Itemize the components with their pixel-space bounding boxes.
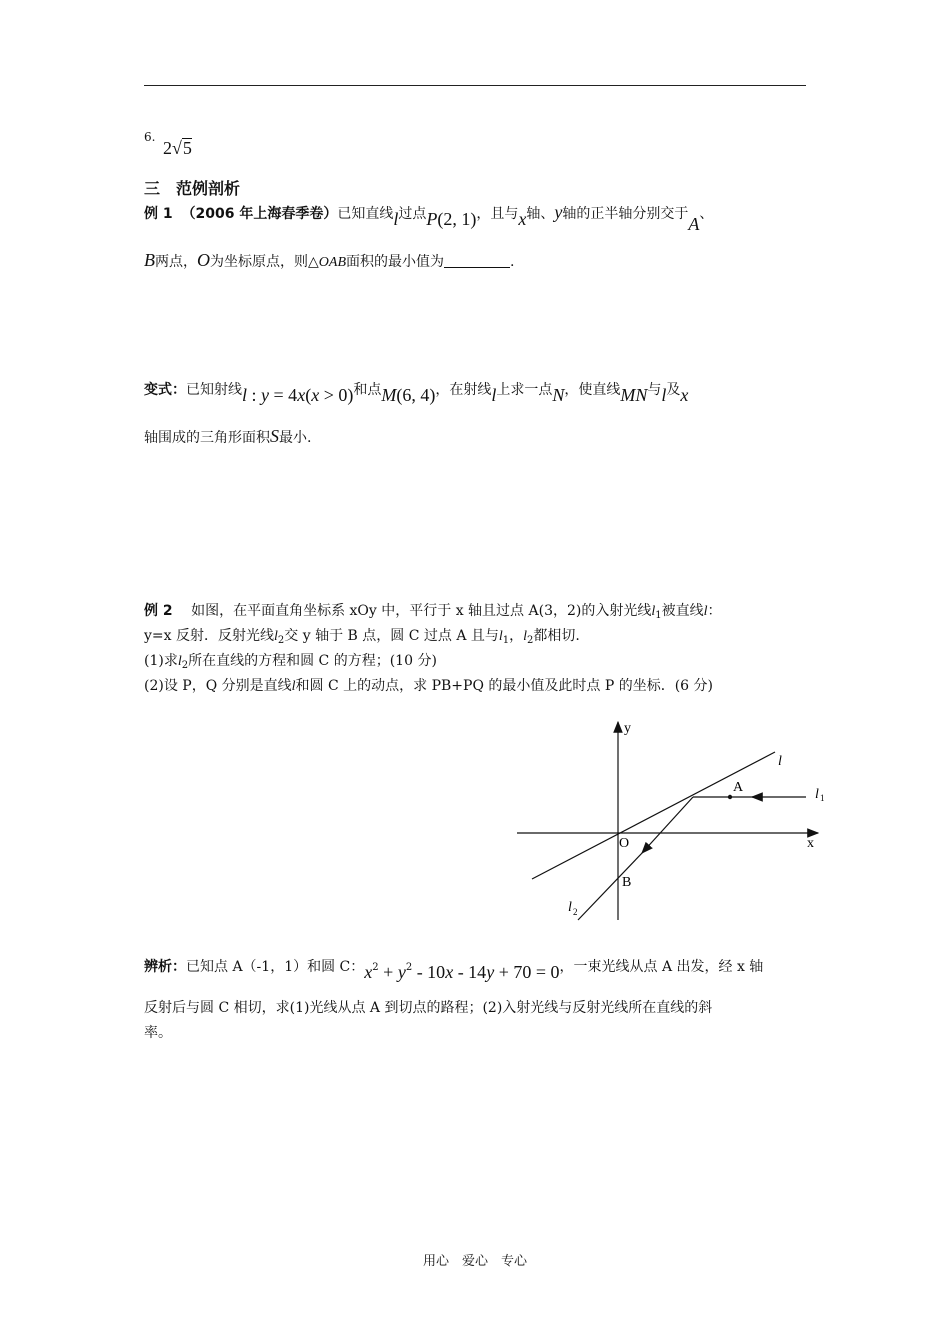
example2-text: (1)求: [144, 653, 178, 669]
variant-text: 和点: [353, 382, 382, 398]
math-subscript: 2: [527, 635, 534, 646]
line-l-label: l: [778, 754, 782, 769]
math-l: l: [491, 385, 497, 405]
example2-text: 和圆 C 上的动点，求 PB+PQ 的最小值及此时点 P 的坐标．(6 分): [295, 678, 713, 694]
variant-text: 最小.: [279, 430, 312, 446]
line-l1-label: l: [815, 787, 819, 802]
math-B: B: [144, 250, 155, 270]
math-l1: l: [498, 629, 503, 644]
example2-text: 如图，在平面直角坐标系 xOy 中，平行于 x 轴且过点 A(3，2)的入射光线: [172, 603, 652, 619]
math-M-coord: (6, 4): [396, 385, 436, 405]
example1-text: 轴的正半轴分别交于: [562, 206, 689, 222]
math-y: y: [486, 962, 495, 982]
example1-text: ，且与: [476, 206, 519, 222]
example1-text: 已知直线: [337, 206, 394, 222]
variant-text: 与: [647, 382, 662, 398]
variant-text: 及: [666, 382, 681, 398]
answer-root: 5: [182, 138, 192, 158]
math-l: l: [393, 209, 399, 229]
variant-text: 已知射线: [186, 382, 242, 398]
math-subscript: 2: [277, 635, 285, 646]
math-l1: l: [651, 604, 656, 619]
math-y: y: [261, 385, 270, 405]
variant-text: ，在射线: [435, 382, 492, 398]
example2-text: 所在直线的方程和圆 C 的方程；(10 分): [188, 653, 437, 669]
math-OAB: OAB: [318, 255, 346, 270]
math-y: y: [554, 202, 563, 222]
variant-line2: [144, 426, 311, 448]
math-x: x: [518, 209, 527, 229]
math-subscript: 1: [502, 635, 510, 646]
example1-text: 轴、: [526, 206, 555, 222]
math-colon: :: [247, 385, 262, 405]
math-x: x: [297, 385, 306, 405]
answer-coef: 2: [163, 138, 172, 158]
analysis-line1: [144, 951, 764, 982]
example2-text: 被直线: [661, 603, 704, 619]
example1-text: 、: [699, 206, 714, 222]
example1-text: 过点: [398, 206, 427, 222]
math-l: l: [661, 385, 667, 405]
example1-label: 例 1: [144, 206, 173, 222]
example1-text: 两点，: [155, 254, 197, 270]
math-P: P: [426, 209, 438, 229]
example1-line2: [144, 250, 514, 273]
origin-label: O: [619, 836, 630, 851]
math-x: x: [680, 385, 689, 405]
math-l: l: [242, 385, 248, 405]
math-A: A: [688, 214, 700, 234]
math-gt: > 0): [319, 385, 354, 405]
math-eq: = 4: [269, 385, 298, 405]
answer-value: 2√5: [163, 138, 192, 158]
line-l2-label: l: [568, 900, 572, 915]
reflected-ray-arrow: [642, 797, 693, 853]
math-M: M: [381, 385, 397, 405]
section-title: 三 范例剖析: [144, 179, 241, 198]
header-rule: [144, 85, 806, 86]
math-paren: (: [305, 385, 312, 405]
page-footer: 用心 爱心 专心: [422, 1254, 527, 1269]
line-l: [532, 752, 775, 879]
example1-line1: [144, 202, 714, 234]
analysis-text: 已知点 A（-1，1）和圆 C：: [186, 959, 365, 975]
analysis-line3: 率。: [144, 1025, 172, 1041]
example2-text: 都相切.: [533, 628, 580, 644]
math-term: - 10: [412, 962, 446, 982]
variant-label: 变式：: [144, 382, 186, 398]
math-l2: l: [274, 629, 278, 644]
math-l: l: [291, 679, 296, 694]
math-l2: l: [523, 629, 528, 644]
math-l: l: [703, 604, 708, 619]
math-MN: MN: [620, 385, 648, 405]
example2-q1: [144, 651, 437, 676]
variant-text: 上求一点: [496, 382, 553, 398]
variant-text: ，使直线: [564, 382, 621, 398]
example2-text: 交 y 轴于 B 点，圆 C 过点 A 且与: [284, 628, 499, 644]
example2-line2: [144, 626, 580, 651]
circle-equation: [364, 962, 560, 982]
math-P-coord: (2, 1): [437, 209, 477, 229]
math-O: O: [197, 250, 210, 270]
example2-text: (2)设 P，Q 分别是直线: [144, 678, 292, 694]
y-axis-label: y: [624, 721, 631, 736]
example2-text: ，: [509, 628, 524, 644]
math-x: x: [311, 385, 320, 405]
example1-text: 面积的最小值为: [346, 254, 444, 270]
example2-line1: [144, 601, 722, 626]
variant-equation: [242, 385, 354, 405]
answer-blank: [444, 253, 510, 268]
math-superscript: 2: [405, 962, 413, 973]
math-l2: l: [177, 654, 182, 669]
reflected-ray-l2: [578, 851, 644, 920]
line-l1-subscript: 1: [820, 793, 825, 803]
coordinate-figure: [510, 712, 830, 927]
math-S: S: [270, 426, 279, 446]
math-N: N: [552, 385, 565, 405]
line-l2-subscript: 2: [573, 907, 578, 917]
x-axis-label: x: [807, 836, 814, 851]
point-B-label: B: [622, 875, 632, 890]
example2-text: y=x 反射．反射光线: [144, 628, 274, 644]
analysis-label: 辨析：: [144, 959, 186, 975]
example1-source: （2006 年上海春季卷）: [181, 206, 338, 222]
example1-text: .: [510, 254, 515, 270]
math-x: x: [445, 962, 454, 982]
point-A-dot: [728, 795, 732, 799]
math-y: y: [397, 962, 406, 982]
math-plus: +: [378, 962, 398, 982]
example2-label: 例 2: [144, 603, 173, 619]
analysis-text: ，一束光线从点 A 出发，经 x 轴: [559, 959, 764, 975]
example1-text: 为坐标原点，则△: [210, 254, 319, 270]
answer-number: 6.: [144, 130, 156, 144]
analysis-line2: 反射后与圆 C 相切，求(1)光线从点 A 到切点的路程；(2)入射光线与反射光线所在直线的斜: [144, 1000, 713, 1016]
math-term: + 70 = 0: [494, 962, 560, 982]
example2-text: ：: [707, 603, 722, 619]
example2-q2: [144, 676, 713, 697]
variant-line1: [144, 378, 689, 405]
math-subscript: 2: [181, 660, 189, 671]
math-x: x: [364, 962, 373, 982]
math-subscript: 1: [655, 610, 662, 621]
point-A-label: A: [733, 780, 744, 795]
variant-text: 轴围成的三角形面积: [144, 430, 270, 446]
math-term: - 14: [453, 962, 487, 982]
math-superscript: 2: [372, 962, 379, 973]
